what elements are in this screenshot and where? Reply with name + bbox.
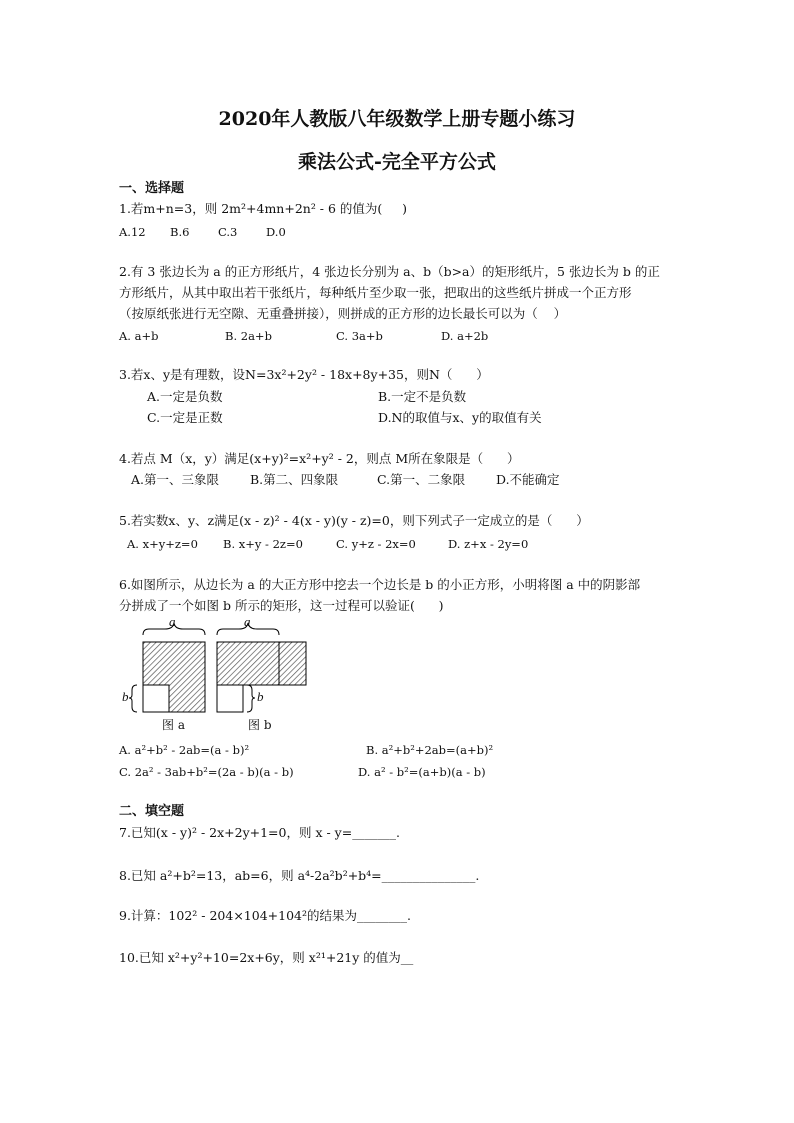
- question-1-option-d: D.0: [266, 225, 286, 239]
- question-3-option-a: A.一定是负数: [147, 389, 223, 404]
- question-5-option-c: C. y+z - 2x=0: [336, 537, 416, 551]
- question-6-option-b: B. a²+b²+2ab=(a+b)²: [366, 743, 494, 757]
- figure-b-top-label: a: [244, 614, 251, 629]
- question-3-stem: 3.若x、y是有理数，设N=3x²+2y² - 18x+8y+35，则N（ ）: [119, 367, 489, 382]
- question-4-option-c: C.第一、二象限: [377, 472, 466, 487]
- question-3-option-d: D.N的取值与x、y的取值有关: [378, 410, 542, 425]
- question-1-option-b: B.6: [170, 225, 190, 239]
- figure-b-side-brace: [247, 685, 255, 712]
- question-1-option-c: C.3: [218, 225, 238, 239]
- figure-b-caption: 图 b: [248, 718, 272, 732]
- page-title: 2020年人教版八年级数学上册专题小练习: [218, 108, 576, 130]
- question-1-stem: 1.若m+n=3，则 2m²+4mn+2n² - 6 的值为( ): [119, 201, 408, 216]
- question-2-option-c: C. 3a+b: [336, 329, 383, 343]
- question-3-option-b: B.一定不是负数: [378, 389, 467, 404]
- question-2-option-d: D. a+2b: [441, 329, 489, 343]
- section-heading-fill-blank: 二、填空题: [119, 804, 185, 819]
- question-6-option-c: C. 2a² - 3ab+b²=(2a - b)(a - b): [119, 765, 294, 779]
- question-6-option-a: A. a²+b² - 2ab=(a - b)²: [119, 743, 250, 757]
- question-9: 9.计算：102² - 204×104+104²的结果为________.: [119, 908, 411, 923]
- figure-a-top-label: a: [169, 614, 176, 629]
- question-2-stem-line-1: 2.有 3 张边长为 a 的正方形纸片，4 张边长分别为 a、b（b>a）的矩形纸片，5 张边长为 b 的正: [119, 264, 660, 279]
- question-2-stem-line-2: 方形纸片，从其中取出若干张纸片，每种纸片至少取一张，把取出的这些纸片拼成一个正方形: [119, 285, 632, 300]
- question-2-option-b: B. 2a+b: [225, 329, 272, 343]
- figure-a-diagram: [129, 623, 205, 712]
- question-3-option-c: C.一定是正数: [147, 410, 223, 425]
- question-8: 8.已知 a²+b²=13，ab=6，则 a⁴-2a²b²+b⁴=_______________.: [119, 868, 480, 883]
- figure-b-small-square: [217, 685, 243, 712]
- section-heading-choice: 一、选择题: [119, 181, 185, 196]
- question-6-option-d: D. a² - b²=(a+b)(a - b): [358, 765, 486, 779]
- question-4-stem: 4.若点 M（x，y）满足(x+y)²=x²+y² - 2，则点 M所在象限是（ ）: [119, 451, 520, 466]
- question-4-option-b: B.第二、四象限: [250, 472, 339, 487]
- question-2-stem-line-3: （按原纸张进行无空隙、无重叠拼接），则拼成的正方形的边长最长可以为（ ）: [119, 306, 567, 321]
- question-5-option-b: B. x+y - 2z=0: [223, 537, 303, 551]
- question-6-stem-line-2: 分拼成了一个如图 b 所示的矩形，这一过程可以验证( ): [119, 598, 444, 613]
- figure-a-side-brace: [129, 685, 137, 712]
- question-5-option-d: D. z+x - 2y=0: [448, 537, 529, 551]
- question-7: 7.已知(x - y)² - 2x+2y+1=0，则 x - y=_______.: [119, 825, 400, 840]
- question-1-option-a: A.12: [119, 225, 146, 239]
- figure-a-side-label: b: [122, 689, 129, 704]
- question-6-stem-line-1: 6.如图所示，从边长为 a 的大正方形中挖去一个边长是 b 的小正方形，小明将图 a 中的阴影部: [119, 577, 641, 592]
- question-4-option-d: D.不能确定: [496, 472, 560, 487]
- figure-a-caption: 图 a: [162, 718, 185, 732]
- figure-b-side-label: b: [257, 689, 264, 704]
- question-4-option-a: A.第一、三象限: [131, 472, 220, 487]
- page-subtitle: 乘法公式-完全平方公式: [298, 151, 496, 173]
- question-5-stem: 5.若实数x、y、z满足(x - z)² - 4(x - y)(y - z)=0，则下列式子一定成立的是（ ）: [119, 513, 589, 528]
- figure-a-small-square: [143, 685, 169, 712]
- figure-b-top-rect: [217, 642, 279, 685]
- question-10: 10.已知 x²+y²+10=2x+6y，则 x²¹+21y 的值为__: [119, 950, 414, 965]
- question-2-option-a: A. a+b: [119, 329, 159, 343]
- figure-b-right-rect: [279, 642, 306, 685]
- question-5-option-a: A. x+y+z=0: [127, 537, 198, 551]
- question-6-figure: [115, 615, 325, 735]
